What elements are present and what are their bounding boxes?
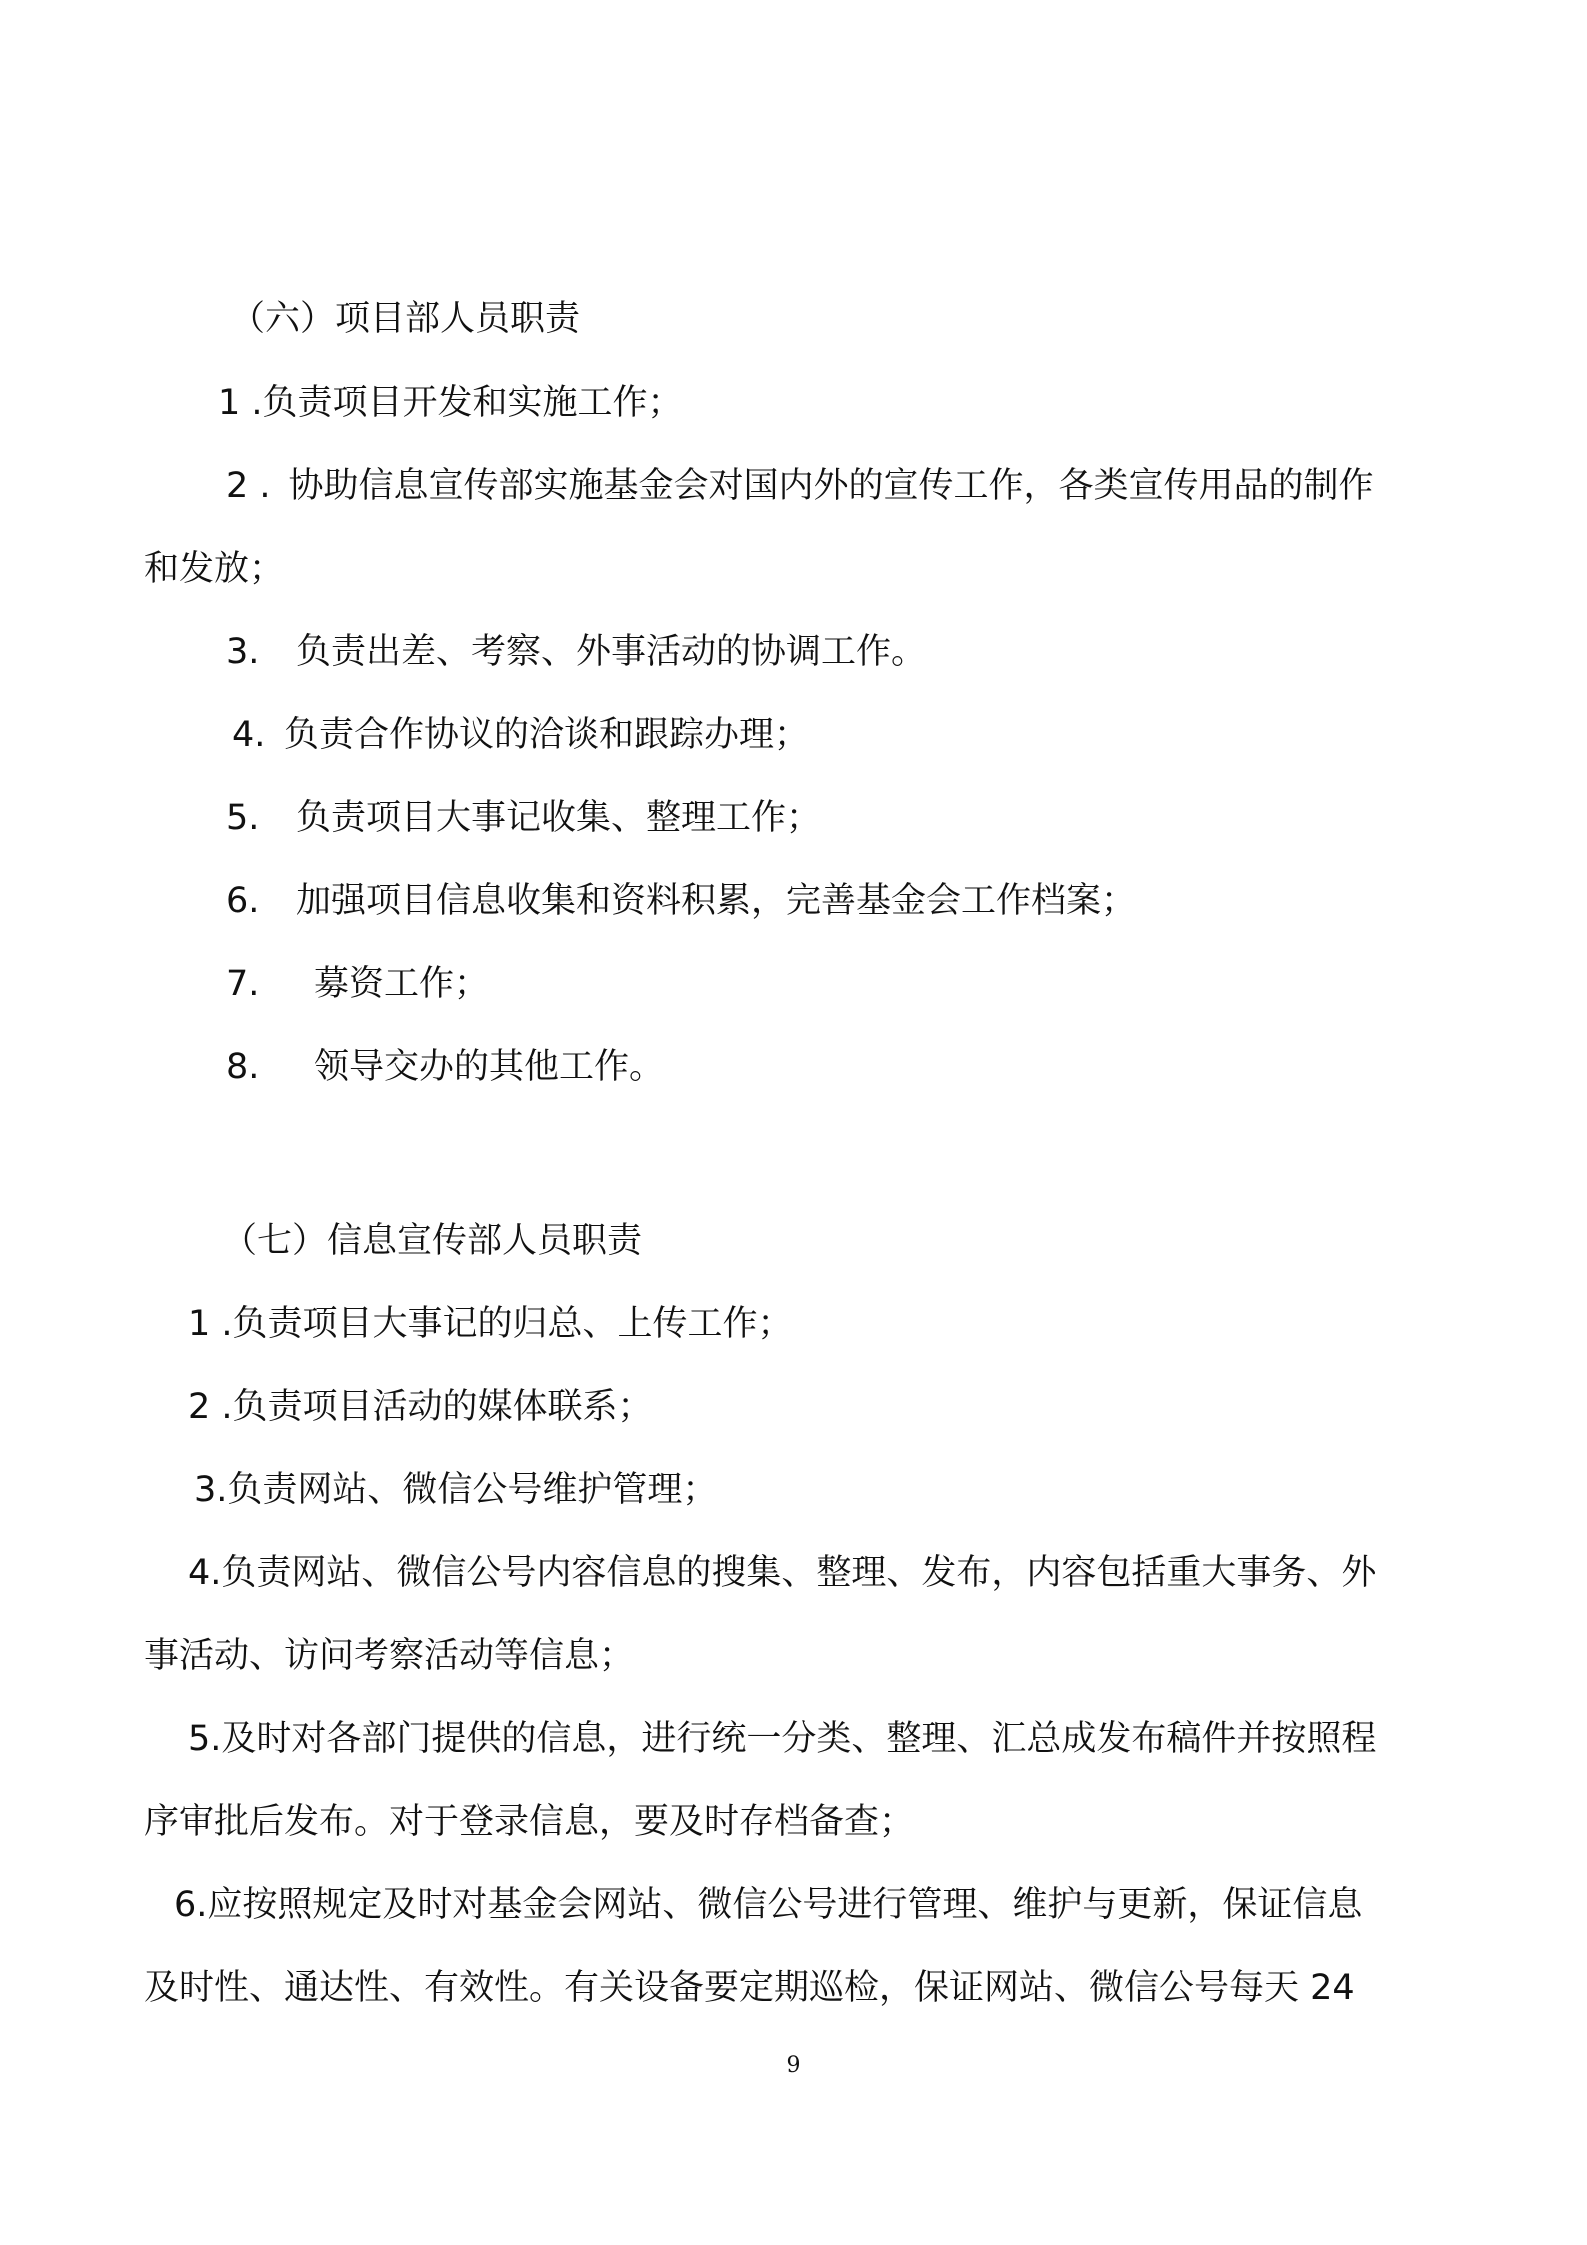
item-text: 领导交办的其他工作。 <box>314 1047 665 1087</box>
list-item <box>226 878 1136 924</box>
page-number: 9 <box>786 2053 801 2078</box>
item-text: 加强项目信息收集和资料积累，完善基金会工作档案； <box>296 881 1137 921</box>
list-item <box>188 1550 1376 1596</box>
item-text: 负责网站、微信公号维护管理； <box>227 1470 718 1510</box>
item-text: 应按照规定及时对基金会网站、微信公号进行管理、维护与更新，保证信息 <box>207 1885 1363 1925</box>
item-number: 5. <box>226 798 260 838</box>
list-item <box>226 961 489 1007</box>
item-number: 7. <box>226 964 260 1004</box>
item-text: 募资工作； <box>314 964 490 1004</box>
item-text: 负责项目活动的媒体联系； <box>232 1387 653 1427</box>
list-item <box>194 1467 717 1513</box>
item-text: 负责出差、考察、外事活动的协调工作。 <box>296 632 927 672</box>
item-number: 4. <box>188 1553 222 1593</box>
item-text: 协助信息宣传部实施基金会对国内外的宣传工作，各类宣传用品的制作 <box>288 466 1374 506</box>
list-item <box>226 629 926 675</box>
item-number: 8. <box>226 1047 260 1087</box>
item-text: 负责项目开发和实施工作； <box>262 383 683 423</box>
item-text: 负责合作协议的洽谈和跟踪办理； <box>284 715 810 755</box>
item-text: 负责项目大事记的归总、上传工作； <box>232 1304 793 1344</box>
item-continuation: 事活动、访问考察活动等信息； <box>144 1636 635 1676</box>
item-continuation: 和发放； <box>144 549 285 589</box>
item-number: 1 . <box>218 383 263 423</box>
item-text: 及时对各部门提供的信息，进行统一分类、整理、汇总成发布稿件并按照程 <box>221 1719 1377 1759</box>
item-number: 5. <box>188 1719 222 1759</box>
item-number: 1 . <box>188 1304 233 1344</box>
list-item <box>174 1882 1362 1928</box>
item-number: 3. <box>226 632 260 672</box>
item-text: 负责项目大事记收集、整理工作； <box>296 798 822 838</box>
list-item <box>218 380 683 426</box>
item-number: 2 . <box>188 1387 233 1427</box>
list-item <box>188 1384 653 1430</box>
item-number: 6. <box>226 881 260 921</box>
item-text: 负责网站、微信公号内容信息的搜集、整理、发布，内容包括重大事务、外 <box>221 1553 1377 1593</box>
item-continuation: 序审批后发布。对于登录信息，要及时存档备查； <box>144 1802 915 1842</box>
list-item <box>226 1044 664 1090</box>
section-heading: （七）信息宣传部人员职责 <box>222 1221 643 1261</box>
list-item <box>188 1301 793 1347</box>
list-item <box>232 712 809 758</box>
item-number: 3. <box>194 1470 228 1510</box>
item-number: 2 . <box>226 466 271 506</box>
item-continuation: 及时性、通达性、有效性。有关设备要定期巡检，保证网站、微信公号每天 24 <box>144 1968 1355 2008</box>
list-item <box>188 1716 1376 1762</box>
list-item <box>226 463 1374 509</box>
item-number: 6. <box>174 1885 208 1925</box>
section-heading: （六）项目部人员职责 <box>230 299 581 339</box>
item-number: 4. <box>232 715 266 755</box>
list-item <box>226 795 821 841</box>
